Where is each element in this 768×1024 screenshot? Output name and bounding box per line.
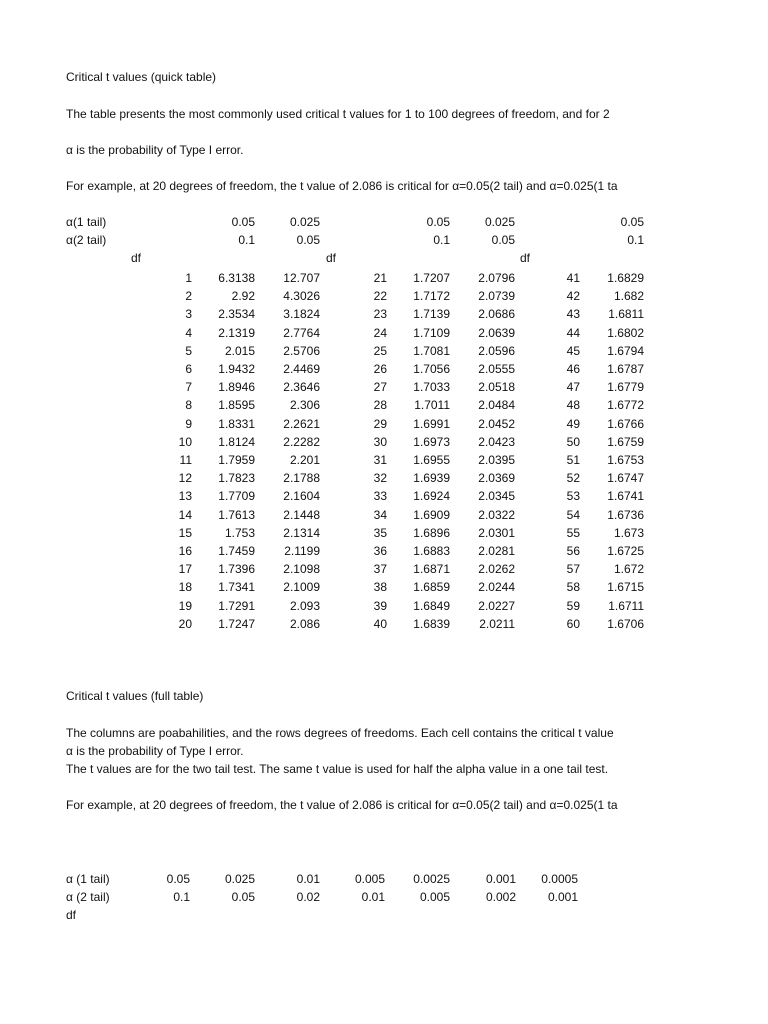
table-cell: 1.7109 — [413, 325, 450, 340]
quick-df-label: df — [131, 251, 142, 265]
table-row — [0, 542, 646, 560]
table-cell: 12.707 — [283, 271, 320, 285]
table-cell: 4.3026 — [283, 289, 320, 304]
table-cell: 6.3138 — [218, 271, 255, 285]
df-cell: 21 — [373, 271, 387, 285]
table-cell: 1.8331 — [218, 416, 255, 431]
df-cell: 8 — [185, 398, 192, 413]
table-cell: 1.9432 — [218, 362, 255, 376]
full-two-tail-note: The t values are for the two tail test. The same t value is used for half the alpha value in a one tail test. — [66, 762, 609, 776]
df-cell: 10 — [178, 434, 192, 449]
table-row — [0, 560, 646, 578]
df-cell: 2 — [185, 289, 192, 304]
table-cell: 1.6871 — [413, 562, 450, 577]
df-cell: 31 — [373, 453, 387, 467]
quick-header-cell: 0.1 — [627, 233, 644, 247]
table-cell: 2.92 — [231, 289, 255, 304]
df-cell: 19 — [178, 598, 192, 613]
table-cell: 2.093 — [289, 598, 320, 613]
table-cell: 1.6725 — [607, 544, 644, 558]
full-header-cell: 0.01 — [296, 872, 320, 886]
quick-alpha-1tail-label: α(1 tail) — [66, 215, 107, 229]
table-cell: 1.6839 — [413, 616, 450, 631]
table-cell: 1.6811 — [608, 307, 644, 322]
table-cell: 2.0369 — [478, 471, 515, 486]
table-row — [0, 415, 646, 433]
table-cell: 1.7341 — [218, 580, 255, 595]
table-cell: 2.3646 — [283, 380, 320, 395]
df-cell: 52 — [566, 471, 580, 486]
table-cell: 1.6829 — [607, 271, 644, 285]
table-cell: 2.015 — [224, 343, 255, 358]
full-header-cell: 0.001 — [547, 890, 578, 904]
table-cell: 2.0452 — [478, 416, 515, 431]
table-cell: 1.7959 — [218, 453, 255, 467]
quick-df-label: df — [520, 251, 531, 265]
df-cell: 57 — [566, 562, 580, 577]
table-cell: 2.1788 — [283, 471, 320, 486]
table-cell: 2.086 — [289, 616, 320, 631]
table-cell: 1.7247 — [218, 616, 255, 631]
table-cell: 1.6711 — [608, 598, 644, 613]
table-cell: 1.6753 — [607, 453, 644, 467]
df-cell: 15 — [178, 525, 192, 540]
table-cell: 1.7172 — [413, 289, 450, 304]
quick-header-cell: 0.1 — [433, 233, 450, 247]
table-row — [0, 433, 646, 451]
table-cell: 2.0686 — [478, 307, 515, 322]
df-cell: 46 — [566, 362, 580, 376]
quick-alpha-note: α is the probability of Type I error. — [66, 143, 244, 157]
table-cell: 1.8946 — [218, 380, 255, 395]
table-cell: 1.6759 — [607, 434, 644, 449]
table-row — [0, 342, 646, 360]
df-cell: 53 — [566, 489, 580, 504]
table-cell: 3.1824 — [283, 307, 320, 322]
full-header-cell: 0.0025 — [413, 872, 450, 886]
df-cell: 33 — [373, 489, 387, 504]
df-cell: 1 — [185, 271, 192, 285]
quick-header-cell: 0.05 — [231, 215, 255, 229]
table-cell: 2.5706 — [283, 343, 320, 358]
table-cell: 1.6736 — [607, 507, 644, 522]
df-cell: 54 — [566, 507, 580, 522]
quick-header-cell: 0.05 — [296, 233, 320, 247]
table-cell: 1.6772 — [607, 398, 644, 413]
df-cell: 51 — [566, 453, 580, 467]
full-header-cell: 0.05 — [231, 890, 255, 904]
quick-header-cell: 0.1 — [238, 233, 255, 247]
df-cell: 23 — [373, 307, 387, 322]
df-cell: 18 — [178, 580, 192, 595]
full-header-cell: 0.005 — [354, 872, 385, 886]
table-cell: 1.6896 — [413, 525, 450, 540]
quick-header-cell: 0.05 — [620, 215, 644, 229]
table-cell: 1.6955 — [413, 453, 450, 467]
table-cell: 2.2621 — [283, 416, 320, 431]
df-cell: 5 — [185, 343, 192, 358]
table-cell: 2.0596 — [478, 343, 515, 358]
df-cell: 13 — [178, 489, 192, 504]
table-cell: 1.7081 — [413, 343, 450, 358]
table-cell: 2.1314 — [283, 525, 320, 540]
table-cell: 1.6766 — [607, 416, 644, 431]
table-cell: 2.0423 — [478, 434, 515, 449]
table-row — [0, 615, 646, 633]
table-row — [0, 324, 646, 342]
table-cell: 1.6779 — [607, 380, 644, 395]
df-cell: 32 — [373, 471, 387, 486]
quick-header-cell: 0.025 — [484, 215, 515, 229]
df-cell: 30 — [373, 434, 387, 449]
table-cell: 2.4469 — [283, 362, 320, 376]
table-cell: 2.1098 — [283, 562, 320, 577]
df-cell: 29 — [373, 416, 387, 431]
table-cell: 2.0739 — [478, 289, 515, 304]
table-cell: 1.7011 — [414, 398, 450, 413]
df-cell: 22 — [373, 289, 387, 304]
df-cell: 9 — [185, 416, 192, 431]
table-row — [0, 269, 646, 287]
table-cell: 1.6802 — [607, 325, 644, 340]
df-cell: 20 — [178, 616, 192, 631]
table-cell: 1.8124 — [218, 434, 255, 449]
full-header-cell: 0.1 — [173, 890, 190, 904]
table-row — [0, 487, 646, 505]
table-cell: 1.6741 — [607, 489, 644, 504]
df-cell: 56 — [566, 544, 580, 558]
df-cell: 6 — [185, 362, 192, 376]
table-row — [0, 506, 646, 524]
table-cell: 1.6909 — [413, 507, 450, 522]
table-row — [0, 378, 646, 396]
df-cell: 48 — [566, 398, 580, 413]
table-cell: 1.6849 — [413, 598, 450, 613]
full-table-intro: The columns are poabahilities, and the rows degrees of freedoms. Each cell contains the critical t value — [66, 726, 614, 740]
table-cell: 1.8595 — [218, 398, 255, 413]
table-row — [0, 597, 646, 615]
df-cell: 39 — [373, 598, 387, 613]
df-cell: 12 — [178, 471, 192, 486]
table-cell: 1.7139 — [413, 307, 450, 322]
full-alpha-1tail-label: α (1 tail) — [66, 872, 110, 886]
table-cell: 1.6706 — [607, 616, 644, 631]
quick-example: For example, at 20 degrees of freedom, the t value of 2.086 is critical for α=0.05(2 tail) and α=0.025(1 ta — [66, 179, 618, 193]
quick-df-label: df — [326, 251, 337, 265]
table-cell: 1.6787 — [607, 362, 644, 376]
table-cell: 1.6859 — [413, 580, 450, 595]
df-cell: 28 — [373, 398, 387, 413]
table-row — [0, 578, 646, 596]
table-row — [0, 396, 646, 414]
df-cell: 3 — [185, 307, 192, 322]
df-cell: 40 — [373, 616, 387, 631]
full-table-title: Critical t values (full table) — [66, 689, 204, 703]
df-cell: 36 — [373, 544, 387, 558]
table-cell: 2.1319 — [218, 325, 255, 340]
df-cell: 58 — [566, 580, 580, 595]
table-cell: 2.306 — [289, 398, 320, 413]
df-cell: 49 — [566, 416, 580, 431]
table-row — [0, 524, 646, 542]
table-cell: 2.0244 — [478, 580, 515, 595]
full-df-label: df — [66, 908, 77, 922]
df-cell: 55 — [566, 525, 580, 540]
table-cell: 2.201 — [289, 453, 320, 467]
table-cell: 1.7823 — [218, 471, 255, 486]
df-cell: 45 — [566, 343, 580, 358]
table-cell: 1.7396 — [218, 562, 255, 577]
table-row — [0, 469, 646, 487]
df-cell: 60 — [566, 616, 580, 631]
full-header-cell: 0.002 — [485, 890, 516, 904]
df-cell: 11 — [179, 453, 192, 467]
df-cell: 44 — [566, 325, 580, 340]
table-cell: 2.1009 — [283, 580, 320, 595]
df-cell: 26 — [373, 362, 387, 376]
table-row — [0, 287, 646, 305]
table-cell: 2.0555 — [478, 362, 515, 376]
full-header-cell: 0.05 — [166, 872, 190, 886]
df-cell: 42 — [566, 289, 580, 304]
table-cell: 1.6747 — [607, 471, 644, 486]
full-header-cell: 0.025 — [224, 872, 255, 886]
table-cell: 2.7764 — [283, 325, 320, 340]
table-cell: 2.0345 — [478, 489, 515, 504]
df-cell: 17 — [178, 562, 192, 577]
table-cell: 2.0796 — [478, 271, 515, 285]
table-cell: 2.0484 — [478, 398, 515, 413]
full-header-cell: 0.0005 — [541, 872, 578, 886]
table-cell: 1.672 — [613, 562, 644, 577]
quick-header-cell: 0.05 — [491, 233, 515, 247]
table-cell: 1.6991 — [413, 416, 450, 431]
table-cell: 1.6924 — [413, 489, 450, 504]
df-cell: 41 — [566, 271, 580, 285]
table-cell: 1.7459 — [218, 544, 255, 558]
table-cell: 2.0322 — [478, 507, 515, 522]
table-cell: 1.7291 — [218, 598, 255, 613]
df-cell: 37 — [373, 562, 387, 577]
table-cell: 1.7033 — [413, 380, 450, 395]
table-cell: 2.1604 — [283, 489, 320, 504]
full-example: For example, at 20 degrees of freedom, the t value of 2.086 is critical for α=0.05(2 tail) and α=0.025(1 ta — [66, 798, 618, 812]
df-cell: 27 — [373, 380, 387, 395]
table-cell: 2.0518 — [478, 380, 515, 395]
df-cell: 24 — [373, 325, 387, 340]
table-cell: 2.1448 — [283, 507, 320, 522]
df-cell: 35 — [373, 525, 387, 540]
full-alpha-note: α is the probability of Type I error. — [66, 744, 244, 758]
quick-header-cell: 0.025 — [289, 215, 320, 229]
table-cell: 1.7056 — [413, 362, 450, 376]
quick-table-title: Critical t values (quick table) — [66, 70, 217, 84]
table-cell: 1.6883 — [413, 544, 450, 558]
full-alpha-2tail-label: α (2 tail) — [66, 890, 110, 904]
table-cell: 1.6973 — [413, 434, 450, 449]
full-header-cell: 0.02 — [296, 890, 320, 904]
quick-alpha-2tail-label: α(2 tail) — [66, 233, 107, 247]
df-cell: 50 — [566, 434, 580, 449]
quick-header-cell: 0.05 — [426, 215, 450, 229]
table-cell: 2.0301 — [478, 525, 515, 540]
table-cell: 2.0262 — [478, 562, 515, 577]
table-cell: 1.6939 — [413, 471, 450, 486]
table-cell: 1.682 — [613, 289, 644, 304]
full-header-cell: 0.001 — [485, 872, 516, 886]
table-cell: 2.0227 — [478, 598, 515, 613]
table-row — [0, 451, 646, 469]
full-header-cell: 0.005 — [419, 890, 450, 904]
df-cell: 34 — [373, 507, 387, 522]
table-row — [0, 360, 646, 378]
df-cell: 43 — [566, 307, 580, 322]
df-cell: 38 — [373, 580, 387, 595]
table-cell: 2.1199 — [284, 544, 320, 558]
table-cell: 1.7709 — [218, 489, 255, 504]
table-cell: 2.2282 — [283, 434, 320, 449]
df-cell: 25 — [373, 343, 387, 358]
df-cell: 14 — [178, 507, 192, 522]
df-cell: 59 — [566, 598, 580, 613]
full-header-cell: 0.01 — [361, 890, 385, 904]
table-cell: 1.7613 — [218, 507, 255, 522]
table-cell: 2.0639 — [478, 325, 515, 340]
table-cell: 1.6794 — [607, 343, 644, 358]
df-cell: 47 — [566, 380, 580, 395]
table-cell: 2.0395 — [478, 453, 515, 467]
table-cell: 1.7207 — [413, 271, 450, 285]
table-cell: 1.753 — [224, 525, 255, 540]
table-cell: 2.0211 — [479, 616, 515, 631]
quick-table-intro: The table presents the most commonly used critical t values for 1 to 100 degrees of freedom, and for 2 — [66, 107, 610, 121]
table-cell: 1.673 — [613, 525, 644, 540]
table-cell: 2.0281 — [478, 544, 515, 558]
df-cell: 16 — [178, 544, 192, 558]
table-cell: 1.6715 — [607, 580, 644, 595]
table-row — [0, 305, 646, 323]
table-cell: 2.3534 — [218, 307, 255, 322]
df-cell: 7 — [185, 380, 192, 395]
df-cell: 4 — [185, 325, 192, 340]
